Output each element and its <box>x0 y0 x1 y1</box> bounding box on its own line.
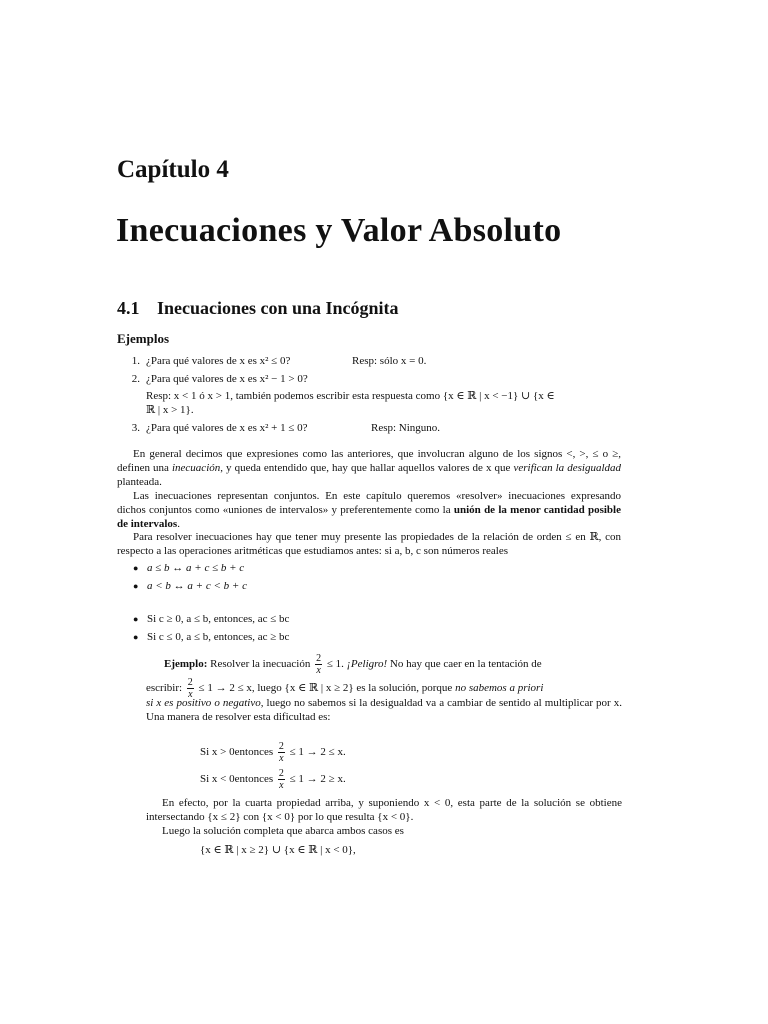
fraction-numerator: 2 <box>278 740 284 752</box>
text-run: escribir: <box>146 682 185 694</box>
property-item <box>133 580 247 592</box>
bullet-icon: ● <box>133 632 139 642</box>
text-run: planteada. <box>117 476 162 488</box>
fraction-numerator: 2 <box>316 652 322 664</box>
text-run: luego no sabemos si la desigualdad va a cambiar de sentido al multiplicar por x. Una manera de resolver esta dificultad es: <box>146 697 622 723</box>
final-solution-set: {x ∈ ℝ | x ≥ 2} ∪ {x ∈ ℝ | x < 0}, <box>200 844 356 856</box>
emphasis: verifican la desigualdad <box>513 462 622 474</box>
chapter-label: Capítulo 4 <box>117 156 229 183</box>
example-question: ¿Para qué valores de x es x² ≤ 0? <box>146 355 291 367</box>
fraction-denominator: x <box>188 688 193 700</box>
section-heading <box>117 298 399 319</box>
text-run: ≤ 1 → 2 ≤ x. <box>286 746 346 758</box>
text-run: ≤ 1 → 2 ≤ x, luego {x ∈ ℝ | x ≥ 2} es la solución, porque <box>195 682 456 694</box>
bold-text: unión de la menor cantidad posible de intervalos <box>117 504 621 530</box>
property-item <box>133 613 289 625</box>
ejemplo-continuation <box>146 696 622 724</box>
property-item <box>133 562 244 574</box>
example-number: 1. <box>131 355 140 367</box>
paragraph-1 <box>117 447 621 489</box>
text-run: ≤ 1. <box>324 658 347 670</box>
emphasis: inecuación <box>171 462 221 474</box>
emphasis: si x es positivo o negativo, <box>146 697 264 709</box>
example-question: ¿Para qué valores de x es x² + 1 ≤ 0? <box>146 422 308 434</box>
bullet-icon: ● <box>133 581 139 591</box>
fraction-numerator: 2 <box>187 676 193 688</box>
example-3 <box>126 421 308 435</box>
paragraph-2 <box>117 489 621 531</box>
property-item <box>133 631 289 643</box>
text-run: En general decimos que expresiones como las anteriores, que involucran alguno de los signos <, >, ≤ o ≥, definen una <box>117 448 621 474</box>
fraction-denominator: x <box>279 779 284 791</box>
examples-heading: Ejemplos <box>117 331 169 346</box>
text-run: ≤ 1 → 2 ≥ x. <box>286 773 346 785</box>
emphasis: ¡Peligro! <box>346 658 388 670</box>
text-run: , y queda entendido que, hay que hallar aquellos valores de x que <box>220 462 514 474</box>
example-number: 2. <box>131 373 140 385</box>
text-run: Si x > 0entonces <box>200 746 276 758</box>
section-number: 4.1 <box>117 298 140 318</box>
fraction <box>278 768 285 791</box>
section-title: Inecuaciones con una Incógnita <box>157 298 399 318</box>
bullet-icon: ● <box>133 614 139 624</box>
bullet-icon: ● <box>133 563 139 573</box>
example-2-answer-line2: ℝ | x > 1}. <box>146 404 194 416</box>
paragraph-3: Para resolver inecuaciones hay que tener muy presente las propiedades de la relación de orden ≤ en ℝ, con respecto a las operaciones aritméticas que estudiamos antes: si a, b, c son números reales <box>117 531 621 557</box>
fraction-denominator: x <box>279 752 284 764</box>
fraction-numerator: 2 <box>278 767 284 779</box>
property-text: a ≤ b ↔ a + c ≤ b + c <box>147 562 245 574</box>
text-run: Si x < 0entonces <box>200 773 276 785</box>
property-text: a < b ↔ a + c < b + c <box>147 580 247 592</box>
fraction <box>278 741 285 764</box>
chapter-title: Inecuaciones y Valor Absoluto <box>116 212 562 249</box>
text-run: Las inecuaciones representan conjuntos. En este capítulo queremos «resolver» inecuaciones expresando dichos conjuntos como «uniones de intervalos» y preferentemente como la <box>117 490 621 516</box>
case-positive <box>200 738 346 766</box>
example-1 <box>126 354 290 368</box>
property-text: Si c ≤ 0, a ≤ b, entonces, ac ≥ bc <box>147 631 290 643</box>
emphasis: no sabemos a priori <box>455 682 544 694</box>
case-negative <box>200 765 346 793</box>
example-question: ¿Para qué valores de x es x² − 1 > 0? <box>146 373 308 385</box>
example-3-answer: Resp: Ninguno. <box>371 422 441 434</box>
example-number: 3. <box>131 422 140 434</box>
example-2 <box>126 372 308 386</box>
text-run: No hay que caer en la tentación de <box>387 658 542 670</box>
paragraph-4: En efecto, por la cuarta propiedad arriba, y suponiendo x < 0, esta parte de la solución se obtiene intersectando {x ≤ 2} con {x < 0} por lo que resulta {x < 0}. <box>146 797 622 823</box>
fraction-denominator: x <box>316 664 321 676</box>
example-1-answer: Resp: sólo x = 0. <box>352 355 427 367</box>
text-run: Resolver la inecuación <box>207 658 314 670</box>
ejemplo-label: Ejemplo: <box>164 658 208 670</box>
paragraph-5: Luego la solución completa que abarca ambos casos es <box>162 825 404 837</box>
example-2-answer-line1: Resp: x < 1 ó x > 1, también podemos escribir esta respuesta como {x ∈ ℝ | x < −1} ∪ {x ∈ <box>146 390 555 402</box>
property-text: Si c ≥ 0, a ≤ b, entonces, ac ≤ bc <box>147 613 290 625</box>
text-run: . <box>177 518 180 530</box>
